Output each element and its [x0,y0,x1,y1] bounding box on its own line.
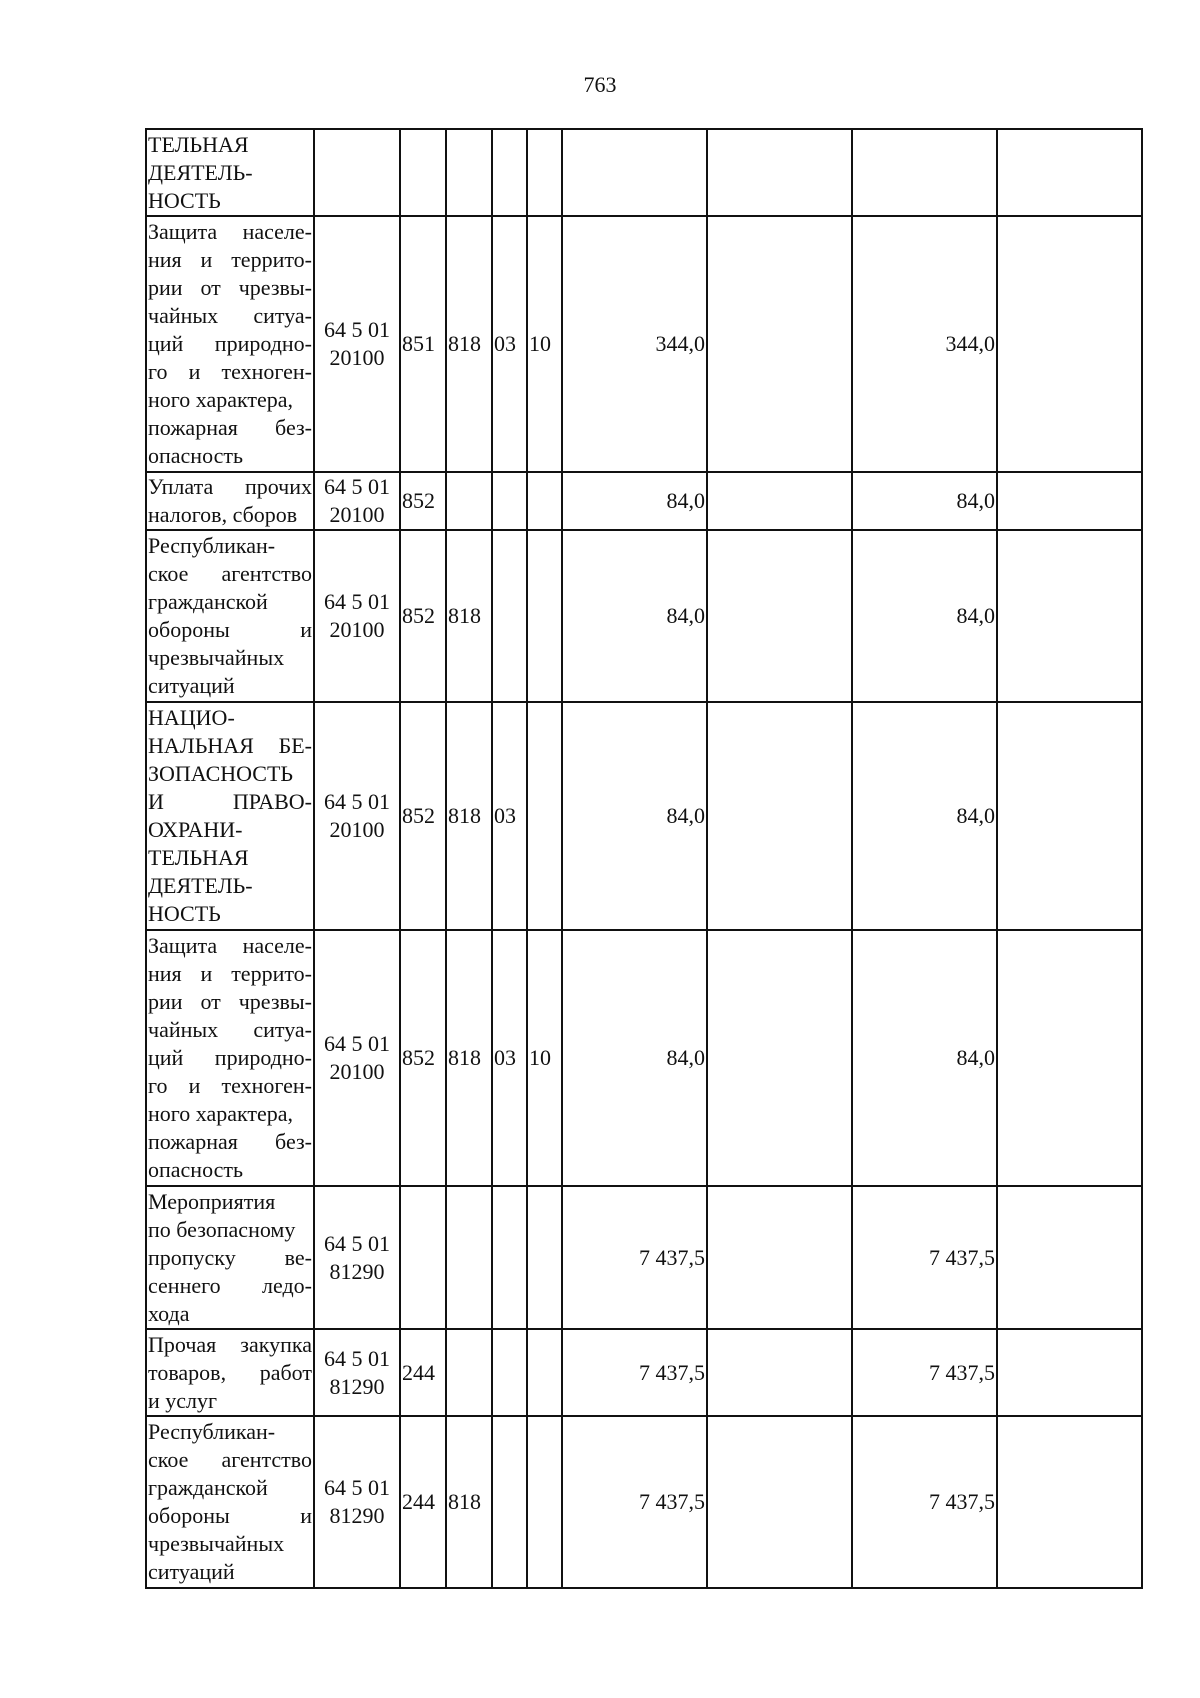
row-name-line: и услуг [148,1387,218,1413]
target-code-line: 64 5 01 [324,1031,390,1056]
row-name-line: опасность [148,443,244,468]
expense-type-cell: 852 [400,930,446,1186]
amount-cell-4 [997,1186,1142,1329]
ministry-code-cell: 818 [446,702,492,930]
amount-cell-1: 7 437,5 [562,1416,707,1588]
amount-cell-4 [997,702,1142,930]
page-number: 763 [583,72,617,97]
amount-cell-3: 84,0 [852,702,997,930]
row-name-line: товаров, работ [148,1359,312,1385]
row-name-line: налогов, сборов [148,502,298,527]
row-name-line: ТЕЛЬНАЯ [148,845,249,870]
section-code-cell: 03 [492,216,527,472]
row-name-line: гражданской [148,1475,268,1500]
expense-type-cell [400,1186,446,1329]
table-row [146,1329,1142,1416]
target-code-line: 20100 [329,817,385,842]
row-name-line: ДЕЯТЕЛЬ- [148,159,253,185]
row-name-line: Республикан- [148,533,276,558]
row-name-line: Республикан- [148,1419,276,1444]
amount-cell-2 [707,472,852,530]
row-name-line: опасность [148,1157,244,1182]
row-name-line: чайных ситуа- [148,1017,312,1042]
subsection-code-cell [527,702,562,930]
amount-cell-3: 84,0 [852,530,997,702]
target-code-line: 64 5 01 [324,474,390,499]
row-name-line: пожарная без- [148,415,312,440]
target-code-line: 64 5 01 [324,1345,390,1371]
target-code-line: 81290 [329,1503,385,1528]
section-code-cell [492,129,527,216]
amount-cell-1: 7 437,5 [562,1329,707,1416]
row-name-line: Прочая закупка [148,1331,312,1357]
row-name-line: ного характера, [148,387,294,412]
row-name-line: чрезвычайных [148,645,285,670]
row-name-line: рии от чрезвы- [148,275,312,300]
target-code-line: 64 5 01 [324,589,390,614]
row-name-line: ское агентство [148,561,312,586]
amount-cell-2 [707,1186,852,1329]
row-name-cell [146,1329,314,1416]
target-code-line: 20100 [329,1059,385,1084]
row-name-line: ций природно- [148,1045,312,1070]
row-name-line: сеннего ледо- [148,1272,312,1298]
ministry-code-cell: 818 [446,216,492,472]
row-name-cell [146,930,314,1186]
row-name-line: ного характера, [148,1101,294,1126]
row-name-line: чайных ситуа- [148,303,312,328]
target-code-line: 20100 [329,502,385,527]
amount-cell-4 [997,129,1142,216]
amount-cell-2 [707,1329,852,1416]
amount-cell-2 [707,530,852,702]
row-name-line: пропуску ве- [148,1244,312,1270]
expense-type-cell: 244 [400,1416,446,1588]
subsection-code-cell [527,1186,562,1329]
row-name-cell [146,530,314,702]
table-row [146,1416,1142,1588]
amount-cell-1: 7 437,5 [562,1186,707,1329]
section-code-cell: 03 [492,930,527,1186]
target-code-cell [314,702,400,930]
amount-cell-3: 84,0 [852,930,997,1186]
amount-cell-2 [707,702,852,930]
row-name-line: обороны и [148,617,312,642]
expense-type-cell: 852 [400,530,446,702]
subsection-code-cell: 10 [527,216,562,472]
row-name-line: Мероприятия [148,1188,276,1214]
row-name-line: НАЦИО- [148,705,235,730]
table-row [146,930,1142,1186]
amount-cell-3: 84,0 [852,472,997,530]
amount-cell-1: 84,0 [562,702,707,930]
row-name-line: НОСТЬ [148,187,221,213]
row-name-cell [146,702,314,930]
amount-cell-1 [562,129,707,216]
amount-cell-4 [997,1329,1142,1416]
amount-cell-3: 7 437,5 [852,1186,997,1329]
row-name-line: Защита населе- [148,219,312,244]
amount-cell-1: 344,0 [562,216,707,472]
amount-cell-2 [707,930,852,1186]
amount-cell-1: 84,0 [562,930,707,1186]
table-row [146,702,1142,930]
row-name-line: ситуаций [148,1559,235,1584]
row-name-cell [146,1416,314,1588]
table-row [146,530,1142,702]
row-name-line: Уплата прочих [148,474,312,499]
subsection-code-cell [527,129,562,216]
row-name-line: го и техноген- [148,359,312,384]
ministry-code-cell [446,472,492,530]
target-code-line: 81290 [329,1258,385,1284]
target-code-line: 20100 [329,617,385,642]
expense-type-cell: 852 [400,472,446,530]
row-name-line: И ПРАВО- [148,789,312,814]
subsection-code-cell [527,1416,562,1588]
amount-cell-1: 84,0 [562,472,707,530]
ministry-code-cell: 818 [446,930,492,1186]
target-code-line: 81290 [329,1373,385,1399]
amount-cell-3: 344,0 [852,216,997,472]
amount-cell-1: 84,0 [562,530,707,702]
section-code-cell [492,1416,527,1588]
row-name-line: обороны и [148,1503,312,1528]
row-name-cell [146,1186,314,1329]
amount-cell-3: 7 437,5 [852,1329,997,1416]
table-row [146,216,1142,472]
amount-cell-4 [997,930,1142,1186]
target-code-cell [314,1416,400,1588]
section-code-cell [492,1186,527,1329]
expense-type-cell: 244 [400,1329,446,1416]
budget-table [145,128,1143,1589]
subsection-code-cell [527,530,562,702]
row-name-line: ций природно- [148,331,312,356]
row-name-cell [146,472,314,530]
row-name-line: ния и террито- [148,247,312,272]
target-code-line: 64 5 01 [324,1475,390,1500]
target-code-line: 64 5 01 [324,1230,390,1256]
ministry-code-cell [446,1186,492,1329]
row-name-line: ния и террито- [148,961,312,986]
row-name-line: го и техноген- [148,1073,312,1098]
target-code-cell [314,472,400,530]
table-row [146,472,1142,530]
expense-type-cell: 852 [400,702,446,930]
expense-type-cell: 851 [400,216,446,472]
ministry-code-cell [446,129,492,216]
subsection-code-cell [527,1329,562,1416]
table-body [146,129,1142,1588]
target-code-cell [314,1186,400,1329]
row-name-cell [146,129,314,216]
row-name-line: НАЛЬНАЯ БЕ- [148,733,312,758]
amount-cell-4 [997,472,1142,530]
ministry-code-cell [446,1329,492,1416]
row-name-line: по безопасному [148,1216,296,1242]
row-name-line: ское агентство [148,1447,312,1472]
row-name-line: НОСТЬ [148,901,221,926]
amount-cell-2 [707,129,852,216]
row-name-line: чрезвычайных [148,1531,285,1556]
row-name-line: ОХРАНИ- [148,817,243,842]
amount-cell-4 [997,216,1142,472]
target-code-line: 64 5 01 [324,789,390,814]
section-code-cell [492,1329,527,1416]
target-code-line: 64 5 01 [324,317,390,342]
target-code-cell [314,1329,400,1416]
target-code-cell [314,129,400,216]
row-name-line: рии от чрезвы- [148,989,312,1014]
section-code-cell: 03 [492,702,527,930]
row-name-cell [146,216,314,472]
expense-type-cell [400,129,446,216]
row-name-line: Защита населе- [148,933,312,958]
row-name-line: ДЕЯТЕЛЬ- [148,873,253,898]
amount-cell-2 [707,216,852,472]
section-code-cell [492,472,527,530]
row-name-line: гражданской [148,589,268,614]
row-name-line: хода [148,1300,190,1326]
target-code-cell [314,930,400,1186]
row-name-line: ЗОПАСНОСТЬ [148,761,294,786]
target-code-cell [314,530,400,702]
ministry-code-cell: 818 [446,530,492,702]
target-code-cell [314,216,400,472]
table-row [146,1186,1142,1329]
amount-cell-4 [997,530,1142,702]
subsection-code-cell [527,472,562,530]
section-code-cell [492,530,527,702]
subsection-code-cell: 10 [527,930,562,1186]
row-name-line: ситуаций [148,673,235,698]
row-name-line: ТЕЛЬНАЯ [148,131,249,157]
amount-cell-2 [707,1416,852,1588]
table-row [146,129,1142,216]
amount-cell-4 [997,1416,1142,1588]
target-code-line: 20100 [329,345,385,370]
amount-cell-3: 7 437,5 [852,1416,997,1588]
ministry-code-cell: 818 [446,1416,492,1588]
amount-cell-3 [852,129,997,216]
row-name-line: пожарная без- [148,1129,312,1154]
